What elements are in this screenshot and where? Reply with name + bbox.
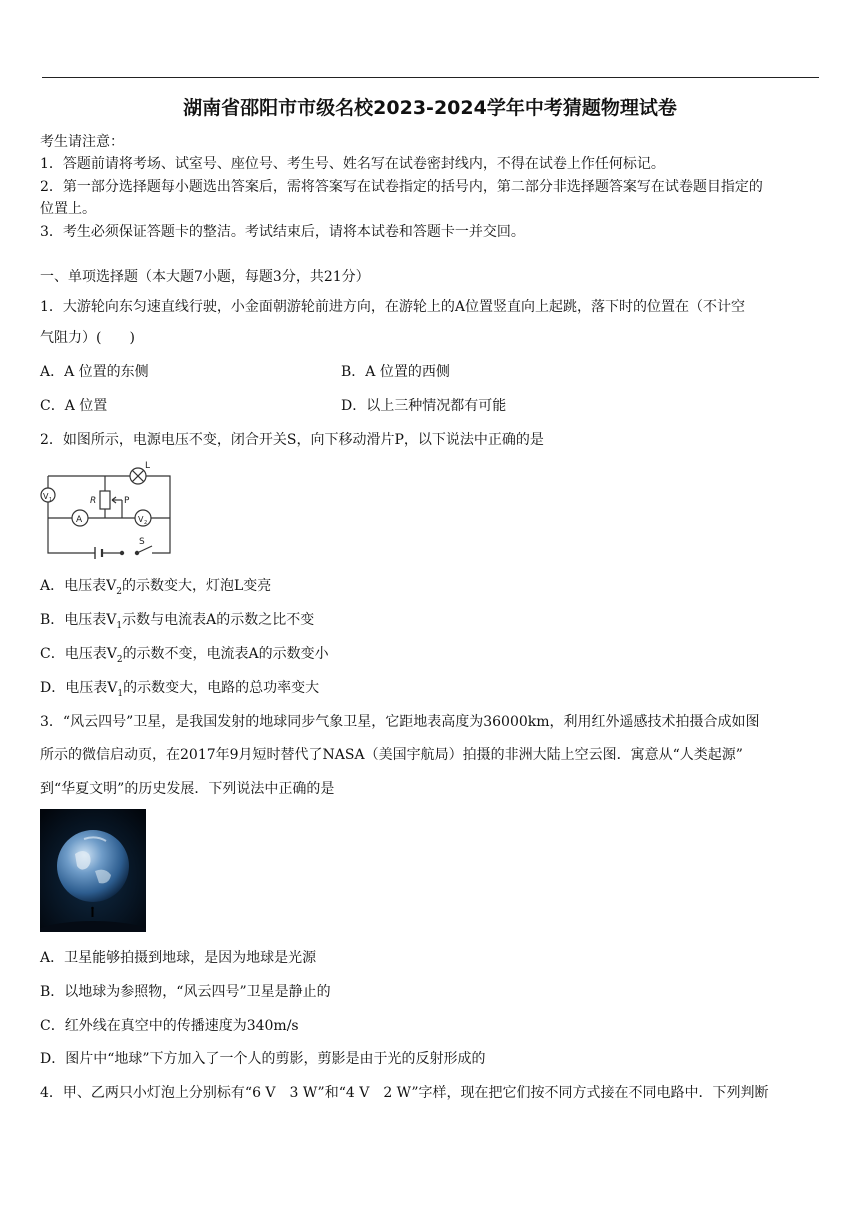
- q1-option-d: D．以上三种情况都有可能: [341, 398, 507, 414]
- q1-option-c: C．A 位置: [40, 398, 108, 414]
- q3-stem-line2: 所示的微信启动页，在2017年9月短时替代了NASA（美国宇航局）拍摄的非洲大陆上空云图．寓意从“人类起源”: [40, 747, 743, 763]
- circuit-label-a: A: [76, 515, 83, 525]
- notice-item-1: 1．答题前请将考场、试室号、座位号、考生号、姓名写在试卷密封线内，不得在试卷上作任何标记。: [40, 156, 665, 172]
- q1-stem-line1: 1．大游轮向东匀速直线行驶，小金面朝游轮前进方向，在游轮上的A位置竖直向上起跳，落下时的位置在（不计空: [40, 299, 746, 315]
- q3-stem-line3: 到“华夏文明”的历史发展．下列说法中正确的是: [40, 781, 335, 797]
- q3-option-a: A．卫星能够拍摄到地球，是因为地球是光源: [40, 950, 317, 966]
- circuit-label-v2: V: [138, 515, 144, 524]
- q3-option-c: C．红外线在真空中的传播速度为340m/s: [40, 1018, 299, 1034]
- notice-item-2-cont: 位置上。: [40, 201, 96, 217]
- q2-option-a: A．电压表$V_2$的示数变大，灯泡L变亮: [40, 578, 272, 597]
- q3-option-b: B．以地球为参照物，“风云四号”卫星是静止的: [40, 984, 331, 1000]
- section-heading: 一、单项选择题（本大题7小题，每题3分，共21分）: [40, 269, 370, 285]
- circuit-label-s: S: [139, 537, 145, 547]
- q2-option-b: B．电压表$V_1$示数与电流表A的示数之比不变: [40, 612, 315, 631]
- circuit-diagram: [40, 458, 175, 563]
- circuit-label-l: L: [145, 461, 151, 471]
- circuit-label-v1: V: [43, 492, 49, 501]
- circuit-label-p: P: [124, 496, 130, 506]
- q1-stem-line2: 气阻力）( ): [40, 330, 135, 346]
- page-title: 湖南省邵阳市市级名校2023-2024学年中考猜题物理试卷: [183, 97, 677, 119]
- header-rule: [42, 77, 819, 78]
- earth-image: [40, 809, 146, 932]
- q3-option-d: D．图片中“地球”下方加入了一个人的剪影，剪影是由于光的反射形成的: [40, 1051, 486, 1067]
- q2-option-d: D．电压表$V_1$的示数变大，电路的总功率变大: [40, 680, 320, 699]
- q3-stem-line1: 3．“风云四号”卫星，是我国发射的地球同步气象卫星，它距地表高度为36000km，利用红外遥感技术拍摄合成如图: [40, 714, 760, 730]
- notice-item-2: 2．第一部分选择题每小题选出答案后，需将答案写在试卷指定的括号内，第二部分非选择题答案写在试卷题目指定的: [40, 179, 763, 195]
- q1-option-a: A．A 位置的东侧: [40, 364, 149, 380]
- notice-item-3: 3．考生必须保证答题卡的整洁。考试结束后，请将本试卷和答题卡一并交回。: [40, 224, 525, 240]
- q4-stem-line1: 4．甲、乙两只小灯泡上分别标有“6 V 3 W”和“4 V 2 W”字样，现在把它们按不同方式接在不同电路中．下列判断: [40, 1085, 769, 1101]
- svg-text:2: 2: [144, 520, 148, 526]
- notice-heading: 考生请注意：: [40, 134, 124, 150]
- q2-option-c: C．电压表$V_2$的示数不变，电流表A的示数变小: [40, 646, 329, 665]
- q2-stem: 2．如图所示，电源电压不变，闭合开关S，向下移动滑片P，以下说法中正确的是: [40, 432, 544, 448]
- q1-option-b: B．A 位置的西侧: [341, 364, 450, 380]
- circuit-label-r: R: [90, 496, 97, 506]
- svg-text:1: 1: [49, 497, 53, 503]
